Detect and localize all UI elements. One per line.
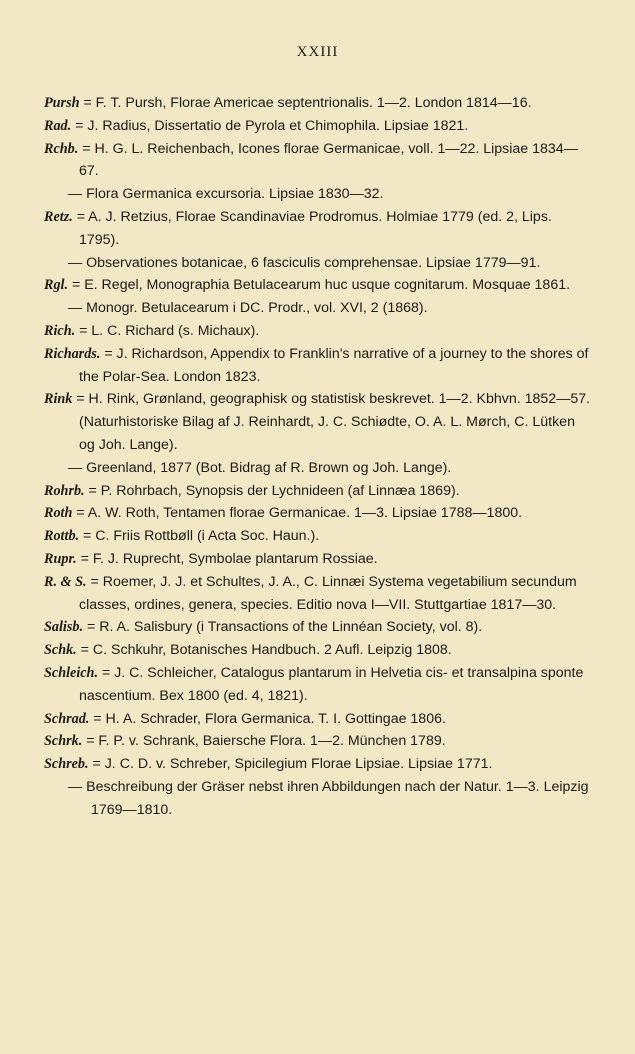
entry-citation: = E. Regel, Monographia Betulacearum huc usque cognitarum. Mosquae 1861. [68,277,571,294]
entry-abbreviation: Rchb. [44,140,79,157]
bibliography-entry [44,502,592,525]
entry-abbreviation: Rupr. [44,550,77,567]
entry-abbreviation: Rink [44,391,73,408]
entry-abbreviation: Richards. [44,345,101,362]
entry-abbreviation: Retz. [44,208,73,225]
bibliography-entry [44,662,592,708]
entry-citation: Beschreibung der Gräser nebst ihren Abbildungen nach der Natur. 1—3. Leipzig 1769—1810. [82,778,589,818]
entry-citation: = H. A. Schrader, Flora Germanica. T. I. Gottingae 1806. [89,710,446,727]
continuation-dash: — [68,778,83,795]
continuation-dash: — [68,459,83,476]
bibliography-entry [56,297,592,320]
entry-abbreviation: Rottb. [44,528,80,545]
bibliography-entry [44,525,592,548]
entry-citation: = R. A. Salisbury (i Transactions of the Linnéan Society, vol. 8). [83,619,483,636]
bibliography-entry [56,776,592,822]
entry-abbreviation: Rad. [44,117,72,134]
bibliography-entry [44,480,592,503]
bibliography-entry [44,138,592,184]
continuation-dash: — [68,300,83,317]
continuation-dash: — [68,254,83,271]
entry-abbreviation: Schrad. [44,710,90,727]
bibliography-entry [44,320,592,343]
entry-citation: = L. C. Richard (s. Michaux). [75,322,260,339]
entry-citation: = A. J. Retzius, Florae Scandinaviae Prodromus. Holmiae 1779 (ed. 2, Lips. 1795). [72,208,552,248]
entry-citation: = J. C. D. v. Schreber, Spicilegium Florae Lipsiae. Lipsiae 1771. [88,756,493,773]
entry-citation: = H. G. L. Reichenbach, Icones florae Germanicae, voll. 1—22. Lipsiae 1834—67. [78,140,578,180]
bibliography-entry [44,206,592,252]
bibliography-entry [44,708,592,731]
entry-citation: = P. Rohrbach, Synopsis der Lychnideen (af Linnæa 1869). [84,482,460,499]
bibliography-entry [44,115,592,138]
entry-citation: = H. Rink, Grønland, geographisk og statistisk beskrevet. 1—2. Kbhvn. 1852—57. (Naturhistoriske Bilag af J. Reinhardt, J. C. Schiødte, O. A. L. Mørch, C. Lütken og Joh. Lange). [72,391,591,453]
page-number: XXIII [296,44,339,60]
entry-citation: = A. W. Roth, Tentamen florae Germanicae. 1—3. Lipsiae 1788—1800. [72,505,523,522]
bibliography-entry [56,183,592,206]
entry-abbreviation: Rgl. [44,277,69,294]
entry-citation: = Roemer, J. J. et Schultes, J. A., C. Linnæi Systema vegetabilium secundum classes, ordines, genera, species. Editio nova I—VII. Stuttgartiae 1817—30. [79,573,577,613]
bibliography-entry [56,252,592,275]
bibliography-entry [44,571,592,617]
entry-citation: = J. Richardson, Appendix to Franklin's narrative of a journey to the shores of the Polar-Sea. London 1823. [79,345,589,385]
entry-citation: Flora Germanica excursoria. Lipsiae 1830—32. [82,186,384,203]
bibliography-entry [44,343,592,389]
entry-citation: Greenland, 1877 (Bot. Bidrag af R. Brown og Joh. Lange). [82,459,452,476]
entry-abbreviation: Schk. [44,642,77,659]
entry-abbreviation: Schrk. [44,733,83,750]
entry-abbreviation: Rohrb. [44,482,85,499]
entry-abbreviation: Salisb. [44,619,84,636]
entry-citation: Observationes botanicae, 6 fasciculis comprehensae. Lipsiae 1779—91. [82,254,541,271]
bibliography-entry [56,457,592,480]
bibliography-list [44,92,592,822]
bibliography-entry [44,388,592,456]
bibliography-entry [44,274,592,297]
entry-citation: = C. Friis Rottbøll (i Acta Soc. Haun.). [79,528,320,545]
entry-citation: = C. Schkuhr, Botanisches Handbuch. 2 Aufl. Leipzig 1808. [76,642,452,659]
bibliography-entry [44,616,592,639]
entry-citation: = F. P. v. Schrank, Baiersche Flora. 1—2. München 1789. [82,733,446,750]
entry-abbreviation: Roth [44,505,73,522]
bibliography-entry [44,730,592,753]
continuation-dash: — [68,186,83,203]
entry-citation: = J. Radius, Dissertatio de Pyrola et Chimophila. Lipsiae 1821. [71,117,469,134]
bibliography-entry [44,639,592,662]
bibliography-entry [44,548,592,571]
entry-abbreviation: R. & S. [44,573,87,590]
bibliography-entry [44,92,592,115]
entry-abbreviation: Pursh [44,95,80,111]
entry-abbreviation: Schreb. [44,756,89,773]
entry-abbreviation: Rich. [44,322,76,339]
entry-citation: Monogr. Betulacearum i DC. Prodr., vol. XVI, 2 (1868). [82,300,428,317]
bibliography-entry [44,753,592,776]
entry-citation: = J. C. Schleicher, Catalogus plantarum in Helvetia cis- et transalpina sponte nascentium. Bex 1800 (ed. 4, 1821). [79,664,584,704]
entry-abbreviation: Schleich. [44,664,98,681]
entry-citation: = F. J. Ruprecht, Symbolae plantarum Rossiae. [76,550,378,567]
entry-citation: = F. T. Pursh, Florae Americae septentrionalis. 1—2. London 1814—16. [79,95,532,111]
